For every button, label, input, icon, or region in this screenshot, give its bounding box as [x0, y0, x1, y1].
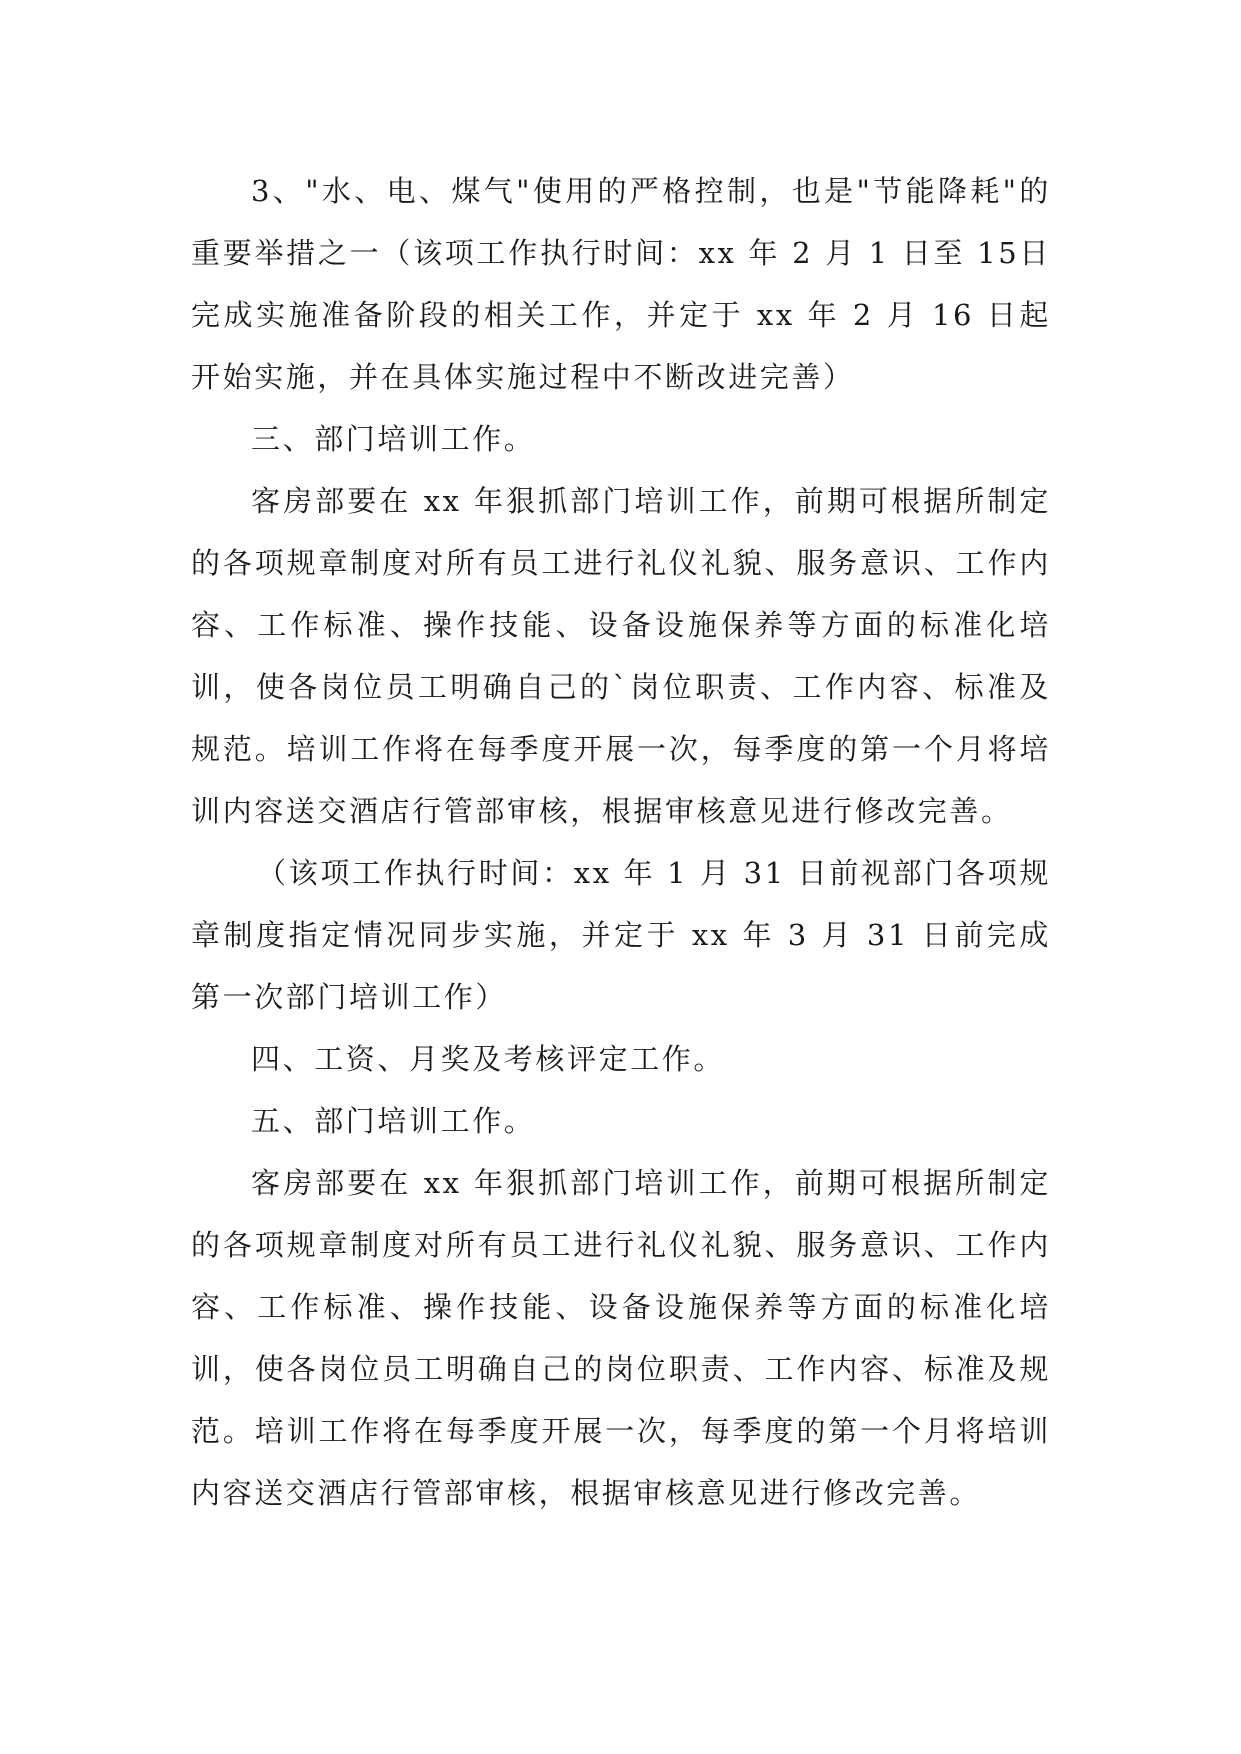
paragraph-training-plan: 客房部要在 xx 年狠抓部门培训工作，前期可根据所制定的各项规章制度对所有员工进行礼仪礼貌、服务意识、工作内容、工作标准、操作技能、设备设施保养等方面的标准化培训，使各岗位员工明确自己的`岗位职责、工作内容、标准及规范。培训工作将在每季度开展一次，每季度的第一个月将培训内容送交酒店行管部审核，根据审核意见进行修改完善。	[191, 484, 1051, 828]
paragraph-utilities-control: 3、"水、电、煤气"使用的严格控制，也是"节能降耗"的重要举措之一（该项工作执行时间：xx 年 2 月 1 日至 15日完成实施准备阶段的相关工作，并定于 xx 年 2 月 16 日起开始实施，并在具体实施过程中不断改进完善）	[191, 174, 1051, 394]
heading-section-four: 四、工资、月奖及考核评定工作。	[251, 1042, 726, 1076]
heading-section-five: 五、部门培训工作。	[251, 1104, 536, 1138]
paragraph-training-plan-repeat: 客房部要在 xx 年狠抓部门培训工作，前期可根据所制定的各项规章制度对所有员工进行礼仪礼貌、服务意识、工作内容、工作标准、操作技能、设备设施保养等方面的标准化培训，使各岗位员工明确自己的岗位职责、工作内容、标准及规范。培训工作将在每季度开展一次，每季度的第一个月将培训内容送交酒店行管部审核，根据审核意见进行修改完善。	[191, 1166, 1051, 1510]
document-body	[191, 160, 1051, 1524]
paragraph-training-schedule: （该项工作执行时间：xx 年 1 月 31 日前视部门各项规章制度指定情况同步实施，并定于 xx 年 3 月 31 日前完成第一次部门培训工作）	[191, 856, 1051, 1014]
heading-section-three: 三、部门培训工作。	[251, 422, 536, 456]
